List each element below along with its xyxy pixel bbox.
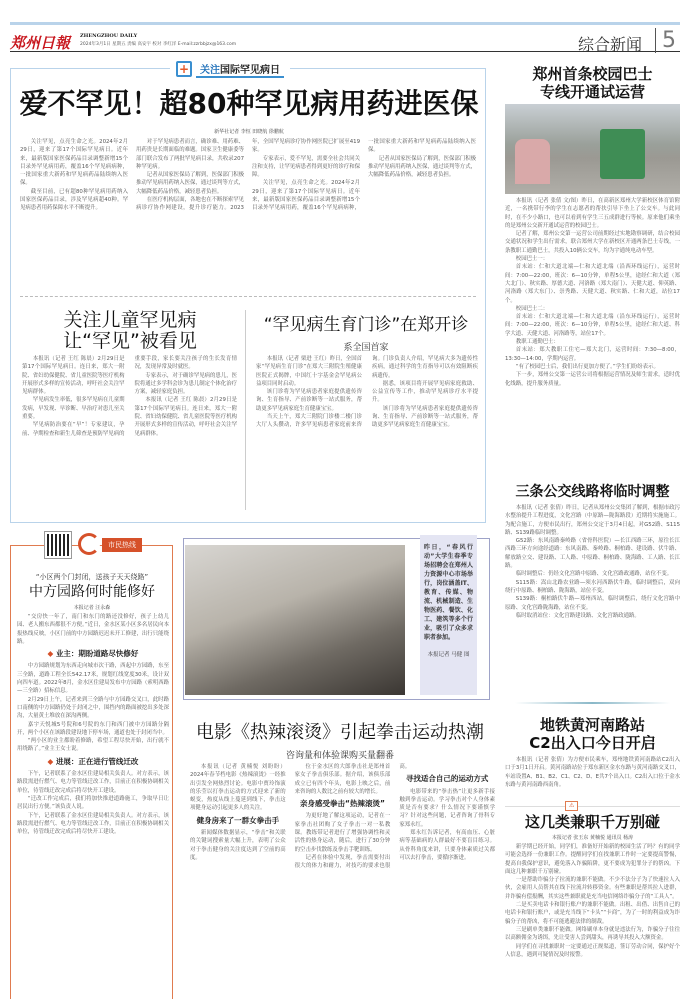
clinic-body: 本报讯（记者 栗进 王红）昨日，全国首家“罕见病生育门诊”在郑大三附院生殖健康医院正式揭牌，中国红十字基金会罕见病公益项目同时启动。 该门诊将为罕见病患者家庭提供遗传咨询、生育指导、产前诊断等一站式服务，帮助更多罕见病家庭生育健康宝宝。 当天上午，郑大三附院门诊楼二楼门诊大厅人头攒动，许多罕见病患者家庭前来咨询。门诊负责人介绍，罕见病大多为遗传性疾病，通过科学的生育指导可以有效阻断疾病遗传。 据悉，该项目将开展罕见病家庭救助、公益宣传等工作，推动罕见病诊疗水平提升。 该门诊将为罕见病患者家庭提供遗传咨询、生育指导、产前诊断等一站式服务，帮助更多罕见病家庭生育健康宝宝。 [256, 356, 478, 429]
english-name: ZHENGZHOU DAILY [80, 33, 138, 39]
lead-byline: 新华社记者 李恒 田晓航 徐鹏航 [214, 129, 284, 135]
metro-body: 本报讯（记者 张倩）为方便市民乘车，郑州地铁黄河南路站C2出入口于3月1日开启。黄河南路站位于郑东新区金水东路与黄河南路交叉口，车站设置A、B1、B2、C1、C2、D、E共7个出入口。C2出入口位于金水东路与黄河南路西南角。 [505, 757, 680, 788]
film-subhead-2: 亲身感受拳击“热辣滚烫” [300, 799, 385, 809]
campus-bus-photo [505, 104, 680, 194]
phone-icon [78, 533, 100, 555]
lead-headline: 爱不罕见！超80种罕见病用药进医保 [19, 87, 479, 120]
hotline-headline: 中方园路何时能修好 [29, 584, 155, 600]
feature-banner [170, 58, 290, 80]
bus-image [600, 129, 645, 179]
newspaper-logo: 郑州日報 [10, 34, 71, 52]
bus-routes-headline: 三条公交线路将临时调整 [515, 484, 670, 500]
qr-code-icon [45, 532, 71, 558]
bus-headline: 郑州首条校园巴士 专线开通试运营 [532, 65, 653, 101]
film-subtitle: 咨询量和体验课购买量翻番 [285, 751, 394, 761]
photo-caption: 昨日，“春风行动”大学生春季专场招聘会在郑州人力资源中心市场举行，岗位涵盖IT、教育、传媒、物流、机械制造、生物医药、餐饮、化工、建筑等多个行业，吸引了众多求职者参加。 [424, 544, 473, 641]
metro-headline: 地铁黄河南路站 C2出入口今日开启 [529, 716, 656, 752]
photo-caption-box [420, 535, 477, 695]
children-headline: 关注儿童罕见病 让“罕见”被看见 [63, 309, 197, 352]
students-image [515, 139, 550, 184]
parttime-headline: 这几类兼职千万别碰 [524, 813, 660, 831]
section-title: 综合新闻 [577, 35, 642, 54]
dateline: 2024年3月1日 星期五 责编 高安宇 校对 李红洋 E-mail:zzrbbjzx@163.com [80, 42, 237, 47]
bus-body: 本报讯（记者 张倩 文/图）昨日，在高新区郑州大学新校区体育馆附近，一名携带行李的学生在志愿者的帮扶引导下坐上了公交车。与此同时，在不少小路口，也可以看到有学生三五成群进行等候。原来他们乘坐的是郑州公交新开通试运营的校园巴士。 记者了解，郑州公交第一运营公司前期经过实地勘察调研，结合校园交通状况和学生出行需求，联合郑州大学在新校区开通两条巴士专线，一条教职工通勤巴士，共投入10辆公交车，均为宇通纯电动车型。 校园巴士一： 首末站：仁和大道北端—仁和大道北端（沿西环线运行），运营时间：7:00—22:00，班次：6—10分钟，单程5公里，途经仁和大道（郑大北门）、秋实路、厚德大道、河洛路（郑大南门）、天健大道、仰英路、河洛路（郑大东门）、崇秀路、天健大道、秋实路、仁和大道，站位17个。 校园巴士二： 首末站：仁和大道北端—仁和大道北端（沿东环线运行），运营时间：7:00—22:00，班次：6—10分钟，单程5公里，途经仁和大道、科学大道、天健大道、河洛路等，站位17个。 教职工通勤巴士： 首末站：郑大教职工住宅—郑大北门，运营时间：7:30—8:00，13:30—14:00，学期内运营。 “有了校园巴士后，我们出行更加方便了。”学生们纷纷表示。 下一步，郑州公交第一运营公司将根据运营情况及师生需求，适时优化线路，提升服务质量。 [505, 198, 680, 387]
hotline-byline: 本报记者 汪永森 [73, 605, 111, 611]
hotline-subhead-2: ◆ 进展：正在进行管线迁改 [47, 756, 139, 766]
divider [515, 702, 670, 704]
hotline-body: “交房快一年了，南门和东门的路还没修好，孩子上幼儿园、老人搬东西都很不方便。”近日，金水区某小区多名居民向本报热线反映，小区门前的中方园路迟迟未开工修建，出行只能绕路。 ◆ 业主：期盼道路尽快修好 中方园路规划为东西走向城市次干路，西起中方园路，东至三全路，道路工程全长542.17米，规划红线宽度30米，设计双向四车道。2022年8月，金水区住建局发布中方园路（索明西路—三全路）招标信息。 2月29日上午，记者来到三全路与中方园路交叉口，此时路口南侧的中方园路仍处于封闭之中，围挡内的路面被挖出多处深沟，大量黄土堆放在深沟两侧。 嘉宇天悦城5号院和6号院的东门和西门被中方园路分隔开，两个小区在该路段建设地下停车场，通道也处于封闭当中。 “两小区的业主都盼着修路，希望工程尽快开始，出行就不用绕路了。”业主王女士说。 ◆ 进展：正在进行管线迁改 下午，记者联系了金水区住建局相关负责人。对方表示，该路段需进行燃气、电力等管线迁改工作，目前正在积极协调相关单位，待管线迁改完成后将尽快开工建设。 “迁改工作完成后，我们将加快推进道路施工，争取早日让居民出行方便。”该负责人说。 下午，记者联系了金水区住建局相关负责人。对方表示，该路段需进行燃气、电力等管线迁改工作，目前正在积极协调相关单位，待管线迁改完成后将尽快开工建设。 [17, 614, 169, 836]
clinic-subtitle: 系全国首家 [343, 343, 389, 353]
parttime-byline: 本报记者 张玉东 黄楠悦 通讯员 杨涛 [551, 835, 634, 841]
film-subhead-1: 健身房来了一群女拳击手 [196, 815, 280, 825]
page-number: 5 [655, 28, 676, 53]
film-subhead-3: 寻找适合自己的运动方式 [405, 774, 489, 784]
parttime-body: 新学期已经开始，同学们，准备好开始新的校园生活了吗？有的同学可能会选择一份兼职工作。提醒同学们在找兼职工作时一定要提高警惕，提高自我保护意识，避免落入诈骗陷阱，更不要成为犯罪分子的帮凶。下面这几种兼职千万别碰。 一是帮助诈骗分子拉流的兼职不能做。不少不法分子为了快速拉人入伙，会雇用人员帮其在线下拉流并转移资金。有些兼职是帮其拉人进群，并诈骗有偿报酬，其实这些兼职就是充当电信网络诈骗分子的“工具人”。 二是买卖电话卡和银行账户的兼职不能做。出租、出借、出售自己的电话卡和银行账户，或是充当线下“卡头”“卡商”，为了一时的利益成为诈骗分子的帮凶，将不可能逃避法律的制裁。 三是刷单类兼职不能做。网络刷单本身就是违法行为，诈骗分子往往以高额佣金为诱饵，先让受害人尝到甜头，再诱导其投入大额资金。 同学们在寻找兼职时一定要通过正规渠道，签订劳动合同，保护好个人信息，遇到可疑情况及时报警。 [505, 844, 680, 958]
hotline-label: 市民热线 [102, 538, 142, 552]
hotline-subhead-1: ◆ 业主：期盼道路尽快修好 [47, 649, 139, 659]
feature-tag: 关注国际罕见病日 [196, 61, 284, 78]
film-headline: 电影《热辣滚烫》引起拳击运动热潮 [196, 722, 484, 743]
safety-badge-icon: ⚠ [565, 801, 578, 811]
divider [505, 806, 680, 807]
lead-body: 关注罕见，点亮生命之光。2024年2月29日，迎来了第17个国际罕见病日。近年来，最新版国家医保药品目录调整新增15个目录外罕见病用药，覆盖16个罕见病病种，一批国家重大新药和罕见病药品陆续纳入医保。 截至目前，已有超80种罕见病用药纳入国家医保药品目录，涉及罕见病超40种。罕见病患者用药保障水平不断提升。 对于罕见病患者而言，确诊难、用药难、用药贵是长期面临的难题。国家卫生健康委等部门联合发布了两批罕见病目录，共收录207种罕见病。 记者从国家医保局了解到，医保部门积极推动罕见病用药纳入医保，通过谈判等方式，大幅降低药品价格，减轻患者负担。 在医疗机构层面，各地也在不断探索罕见病诊疗协作网建设，提升诊疗能力。2023年，全国罕见病诊疗协作网医院已扩展至419家。 专家表示，爱不罕见，需要全社会共同关注和支持，让罕见病患者得到更好的诊疗和保障。 关注罕见，点亮生命之光。2024年2月29日，迎来了第17个国际罕见病日。近年来，最新版国家医保药品目录调整新增15个目录外罕见病用药，覆盖16个罕见病病种，一批国家重大新药和罕见病药品陆续纳入医保。 记者从国家医保局了解到，医保部门积极推动罕见病用药纳入医保，通过谈判等方式，大幅降低药品价格，减轻患者负担。 [20, 139, 476, 212]
children-body: 本报讯（记者 王红 陈晨）2月29日是第17个国际罕见病日。连日来，郑大一附院、省妇幼保健院、省儿童医院等医疗机构开展形式多样的宣传活动，呼吁社会关注罕见病群体。 罕见病发生率低，很多罕见病在儿童期发病，早发现、早诊断、早治疗对患儿至关重要。 罕见病防治要在“早”！专家建议，孕前、孕期检查和新生儿筛查是预防罕见病的重要手段，家长要关注孩子的生长发育情况，发现异常及时就医。 专家表示，对于确诊罕见病的患儿，医院将通过多学科会诊为患儿制定个体化治疗方案，减轻家庭负担。 本报讯（记者 王红 陈晨）2月29日是第17个国际罕见病日。连日来，郑大一附院、省妇幼保健院、省儿童医院等医疗机构开展形式多样的宣传活动，呼吁社会关注罕见病群体。 [22, 356, 237, 437]
job-fair-photo [185, 545, 405, 695]
medical-kit-icon: + [176, 61, 192, 77]
clinic-headline: “罕见病生育门诊”在郑开诊 [263, 315, 469, 335]
hotline-kicker: “小区两个门封闭，送孩子天天绕路” [35, 573, 149, 581]
column-divider [245, 310, 246, 510]
masthead [10, 30, 680, 52]
top-rule [10, 22, 680, 25]
divider [20, 296, 476, 297]
film-body: 本报讯（记者 黄楠悦 刘盼盼）2024年春节档电影《热辣滚烫》一经推出引发全网热烈讨论。电影中贾玲饰演的乐莹以打拳击运动的方式迎来了新的蜕变，热度从线上蔓延到线下，拳击这项健身运动引起更多人的关注。 健身房来了一群女拳击手 新闻媒体数据显示，“拳击”和关联的关键词搜索量大幅上升，表明了公众对于拳击健身的关注度达到了空前的高度。 位于金水区的大郎拳击社是郑州首家女子拳击俱乐部。据介绍，该俱乐部成立已有四个年头，电影上映之后，前来咨询的人数比之前有较大的增长。 亲身感受拳击“热辣滚烫” 为更好地了解这项运动，记者在一家拳击社团购了女子拳击一对一私教课。教练带记者进行了增强协调性和灵活性的热身运动，随后，进行了30分钟的空击步伐散练及拳击手靶训练。 记者在体验中发现，拳击需要付出很大的体力和耐力，对技巧的要求也很高。 寻找适合自己的运动方式 电影带来的“拳击热”让更多新手接触到拳击运动。学习拳击对个人身体素质是否有要求？什么情况下要谨慎学习？针对这些问题，记者咨询了骨科专家郑永红。 郑永红告诉记者，有高血压、心脏病等基础病的人群最好不要盲目练习。从骨科角度来讲，只要身体素质过关都可以去打拳击，要循序渐进。 [190, 764, 495, 870]
bus-routes-body: 本报讯（记者 张倩）昨日，记者从郑州公交集团了解到，根据市政污水整治提升工程进度，文化宫路（中原路—陇海路段）近期将实施施工。为配合施工，方便市民出行，郑州公交定于3月4日起，对G52路、S115路、S139路临时调整。 G52路：东风南路秦岭路（省骨科医院）—长江西路三环，原往长江西路三环方向途经道路：东风南路、秦岭路、桐柏路、建设路、伏牛路、解放路立交、建设路、工人路、中原路、桐柏路、陇海路、工人路、长江路。 临时调整后：仍经文化宫路中原路、文化宫路政通路，站位不变。 S115路：嵩山北路农业路—须水河西路伏牛路，临时调整后，双向绕行中原路、桐柏路、陇海路，站位不变。 S139路：桐柏路伏牛路—郑州西站，临时调整后，绕行文化宫路中原路、文化宫路陇海路，站位不变。 临时取消站位：文化宫路建设路、文化宫路政通路。 [505, 505, 680, 619]
photo-credit: 本报记者 马健 图 [427, 652, 470, 658]
